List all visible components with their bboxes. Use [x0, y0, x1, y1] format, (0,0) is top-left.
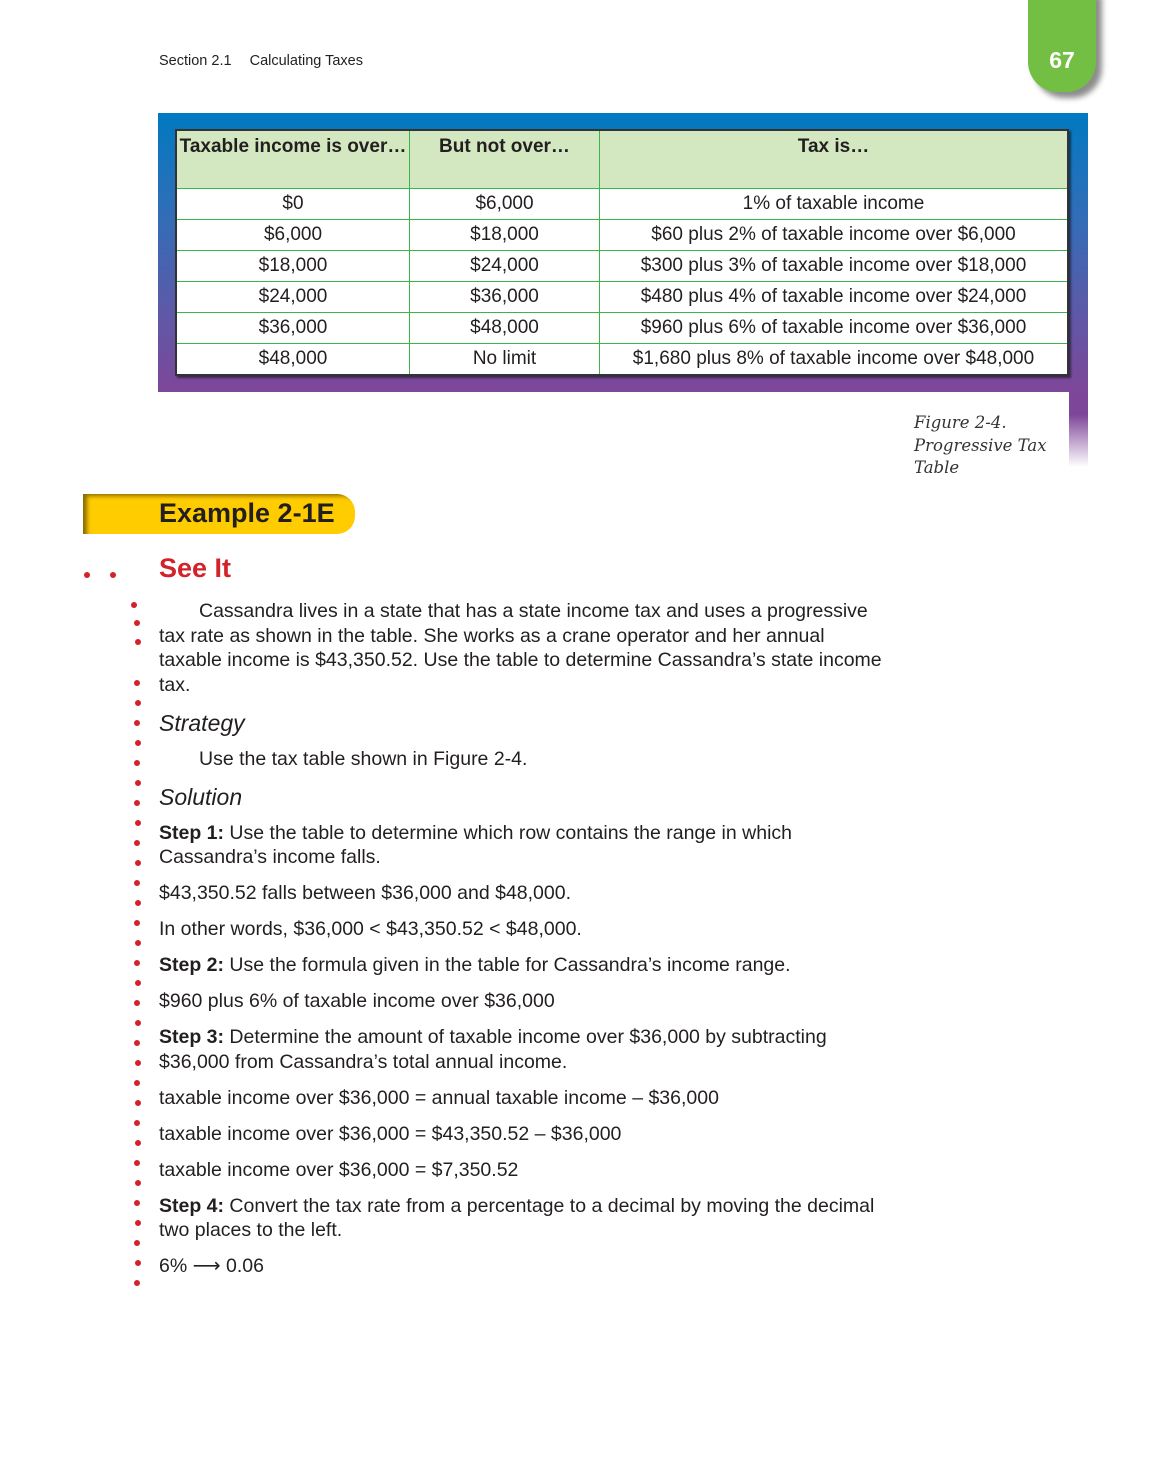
column-header: But not over…	[410, 130, 600, 189]
decorative-dot	[110, 572, 116, 578]
section-number: Section 2.1	[159, 53, 232, 69]
decorative-bar	[1069, 392, 1088, 467]
caption-line: Figure 2-4.	[914, 413, 1007, 432]
strategy-heading: Strategy	[159, 709, 245, 736]
solution-line: taxable income over $36,000 = $43,350.52 – $36,000	[159, 1122, 622, 1145]
decorative-dot	[131, 602, 137, 608]
decorative-dot	[135, 1180, 141, 1186]
decorative-dot	[135, 1020, 141, 1026]
decorative-dot	[134, 920, 140, 926]
table-cell: $18,000	[176, 251, 410, 282]
decorative-dot	[135, 700, 141, 706]
decorative-dot	[134, 1240, 140, 1246]
table-row	[176, 189, 1068, 220]
table-cell: No limit	[410, 344, 600, 376]
table-row	[176, 251, 1068, 282]
table-cell: $480 plus 4% of taxable income over $24,000	[600, 282, 1069, 313]
decorative-dot	[135, 900, 141, 906]
solution-line: taxable income over $36,000 = annual taxable income – $36,000	[159, 1086, 719, 1109]
decorative-dot	[135, 740, 141, 746]
example-label: Example 2-1E	[159, 498, 335, 528]
caption-line: Table	[914, 458, 960, 477]
decorative-dot	[135, 1060, 141, 1066]
table-cell: $48,000	[176, 344, 410, 376]
solution-heading: Solution	[159, 783, 243, 810]
step-1	[159, 821, 889, 870]
page-number-tab	[1028, 0, 1096, 92]
table-cell: $18,000	[410, 220, 600, 251]
table-cell: $48,000	[410, 313, 600, 344]
decorative-dot	[135, 639, 141, 645]
step-label: Step 2:	[159, 954, 225, 976]
table-cell: 1% of taxable income	[600, 189, 1069, 220]
decorative-dot	[134, 1200, 140, 1206]
decorative-dot	[135, 780, 141, 786]
running-header	[159, 53, 377, 69]
decorative-dot	[134, 1160, 140, 1166]
solution-line: $43,350.52 falls between $36,000 and $48,000.	[159, 882, 572, 904]
decorative-dot	[134, 880, 140, 886]
decorative-dot	[135, 980, 141, 986]
see-it-heading: See It	[159, 553, 232, 583]
decorative-dot	[134, 960, 140, 966]
decorative-dot	[134, 680, 140, 686]
decorative-dot	[135, 820, 141, 826]
table-cell: $960 plus 6% of taxable income over $36,000	[600, 313, 1069, 344]
decorative-dot	[134, 840, 140, 846]
step-2	[159, 953, 889, 978]
step-text: Determine the amount of taxable income over $36,000 by subtracting $36,000 from Cassandra’s total annual income.	[159, 1026, 827, 1073]
step-3	[159, 1025, 889, 1074]
step-label: Step 3:	[159, 1026, 225, 1048]
table-row	[176, 282, 1068, 313]
page-number: 67	[1049, 47, 1075, 73]
decorative-dot	[135, 1220, 141, 1226]
table-cell: $60 plus 2% of taxable income over $6,000	[600, 220, 1069, 251]
table-cell: $0	[176, 189, 410, 220]
step-text: Convert the tax rate from a percentage to a decimal by moving the decimal two places to the left.	[159, 1194, 875, 1241]
table-row	[176, 220, 1068, 251]
solution-line: 6% ⟶ 0.06	[159, 1255, 264, 1277]
step-label: Step 4:	[159, 1194, 225, 1217]
solution-line: $960 plus 6% of taxable income over $36,000	[159, 990, 555, 1012]
example-banner	[83, 494, 355, 534]
decorative-dot	[135, 860, 141, 866]
decorative-dot	[134, 1120, 140, 1126]
table-cell: $6,000	[410, 189, 600, 220]
decorative-dot	[134, 800, 140, 806]
table-row	[176, 313, 1068, 344]
decorative-dot	[135, 1260, 141, 1266]
table-cell: $300 plus 3% of taxable income over $18,000	[600, 251, 1069, 282]
step-label: Step 1:	[159, 821, 225, 844]
column-header: Taxable income is over…	[176, 130, 410, 189]
table-cell: $24,000	[410, 251, 600, 282]
decorative-dot	[135, 1100, 141, 1106]
table-cell: $36,000	[176, 313, 410, 344]
section-title: Calculating Taxes	[249, 53, 363, 69]
example-body	[159, 599, 889, 1290]
table-cell: $6,000	[176, 220, 410, 251]
tax-table	[175, 129, 1069, 376]
decorative-dot	[134, 1080, 140, 1086]
decorative-dot	[134, 1280, 140, 1286]
decorative-dot	[135, 940, 141, 946]
figure-caption	[914, 412, 1047, 480]
solution-line: In other words, $36,000 < $43,350.52 < $48,000.	[159, 918, 582, 940]
decorative-dot	[134, 1000, 140, 1006]
solution-line: taxable income over $36,000 = $7,350.52	[159, 1158, 519, 1181]
column-header: Tax is…	[600, 130, 1069, 189]
decorative-dot	[134, 760, 140, 766]
strategy-text: Use the tax table shown in Figure 2-4.	[199, 747, 528, 770]
decorative-dot	[134, 620, 140, 626]
decorative-dot	[134, 1040, 140, 1046]
table-cell: $36,000	[410, 282, 600, 313]
decorative-dot	[135, 1140, 141, 1146]
step-text: Use the table to determine which row contains the range in which Cassandra’s income falls.	[159, 821, 792, 868]
intro-paragraph: Cassandra lives in a state that has a state income tax and uses a progressive tax rate as shown in the table. She works as a crane operator and her annual taxable income is $43,350.52. Use the table to determine Cassandra’s state income tax.	[159, 600, 882, 696]
table-row	[176, 344, 1068, 376]
step-4	[159, 1194, 889, 1243]
table-cell: $1,680 plus 8% of taxable income over $48,000	[600, 344, 1069, 376]
table-cell: $24,000	[176, 282, 410, 313]
decorative-dot	[134, 720, 140, 726]
decorative-dot	[84, 572, 90, 578]
step-text: Use the formula given in the table for Cassandra’s income range.	[224, 954, 791, 976]
caption-line: Progressive Tax	[914, 435, 1047, 455]
